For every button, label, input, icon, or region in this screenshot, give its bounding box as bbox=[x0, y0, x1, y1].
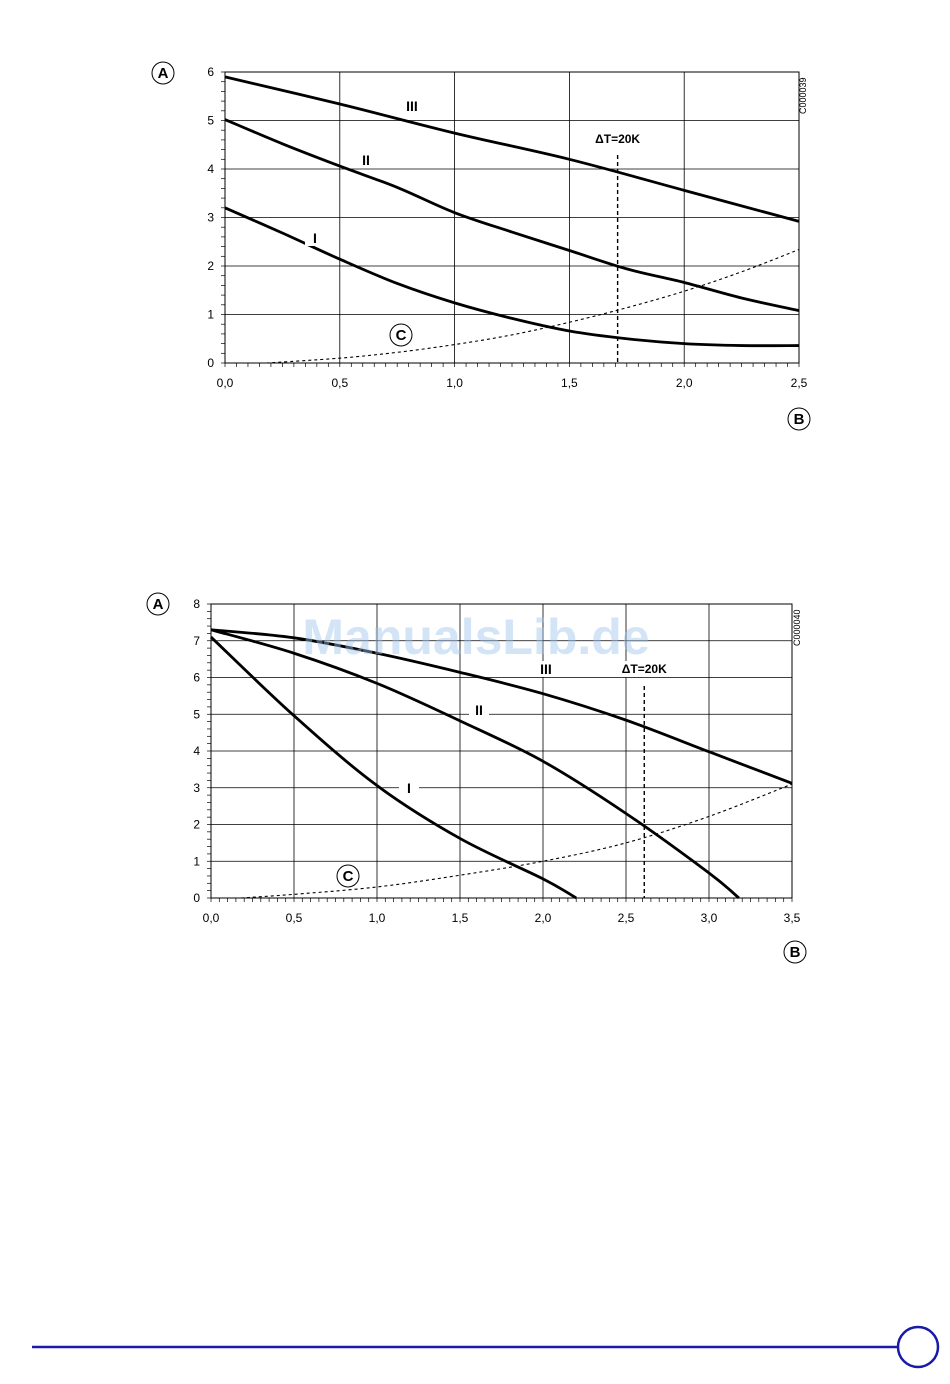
label-gap bbox=[318, 151, 358, 155]
x-tick-label: 0,5 bbox=[285, 911, 303, 925]
page-number-circle bbox=[898, 1327, 938, 1367]
label-gap bbox=[420, 779, 468, 783]
x-tick-label: 3,5 bbox=[783, 911, 801, 925]
y-tick-label: 7 bbox=[193, 633, 200, 648]
y-tick-label: 2 bbox=[207, 259, 214, 273]
x-tick-label: 1,0 bbox=[446, 376, 463, 390]
axis-marker-b: B bbox=[789, 944, 801, 961]
y-tick-label: 3 bbox=[207, 210, 214, 225]
axis-marker-a: A bbox=[152, 596, 164, 613]
label-gap bbox=[375, 151, 446, 155]
y-tick-label: 4 bbox=[207, 162, 214, 176]
x-tick-label: 2,0 bbox=[675, 376, 693, 390]
axis-marker-a: A bbox=[157, 65, 169, 82]
series-label-c: C bbox=[395, 327, 407, 344]
series-label-i: I bbox=[407, 780, 411, 796]
series-line-ii bbox=[225, 120, 799, 311]
x-tick-label: 0,5 bbox=[331, 376, 349, 390]
y-tick-label: 4 bbox=[193, 744, 200, 758]
y-tick-label: 2 bbox=[193, 817, 200, 832]
series-label-c: C bbox=[342, 868, 354, 885]
series-label-iii: III bbox=[406, 98, 418, 114]
series-line-iii bbox=[225, 77, 799, 222]
x-tick-label: 1,0 bbox=[368, 911, 386, 925]
series-label-iii: III bbox=[540, 661, 552, 677]
y-tick-label: 1 bbox=[207, 307, 214, 322]
y-tick-label: 0 bbox=[193, 891, 200, 905]
y-tick-label: 5 bbox=[207, 113, 214, 128]
label-gap bbox=[490, 701, 540, 705]
y-tick-label: 5 bbox=[193, 707, 200, 722]
x-tick-label: 2,0 bbox=[534, 911, 552, 925]
series-line-i bbox=[211, 637, 576, 898]
x-tick-label: 3,0 bbox=[700, 911, 718, 925]
y-tick-label: 1 bbox=[193, 854, 200, 869]
y-tick-label: 6 bbox=[207, 65, 214, 79]
label-gap bbox=[430, 701, 468, 705]
figure-code: C000040 bbox=[792, 609, 802, 646]
y-tick-label: 3 bbox=[193, 780, 200, 795]
watermark-text: ManualsLib.de bbox=[302, 609, 650, 665]
x-tick-label: 1,5 bbox=[561, 376, 578, 390]
figure-code: C000039 bbox=[798, 77, 808, 114]
series-label-ii: II bbox=[475, 702, 483, 718]
x-tick-label: 2,5 bbox=[617, 911, 635, 925]
y-tick-label: 6 bbox=[193, 670, 200, 685]
x-tick-label: 2,5 bbox=[790, 376, 808, 390]
delta-t-label: ΔT=20K bbox=[595, 132, 641, 146]
chart-1 bbox=[152, 62, 810, 430]
series-line-i bbox=[225, 208, 799, 346]
x-tick-label: 0,0 bbox=[202, 911, 220, 925]
delta-t-label: ΔT=20K bbox=[621, 662, 667, 676]
x-tick-label: 0,0 bbox=[216, 376, 234, 390]
y-tick-label: 8 bbox=[193, 597, 200, 611]
x-tick-label: 1,5 bbox=[451, 911, 469, 925]
series-label-i: I bbox=[313, 230, 317, 246]
y-tick-label: 0 bbox=[207, 356, 214, 370]
axis-marker-b: B bbox=[793, 411, 805, 428]
series-label-ii: II bbox=[362, 152, 370, 168]
